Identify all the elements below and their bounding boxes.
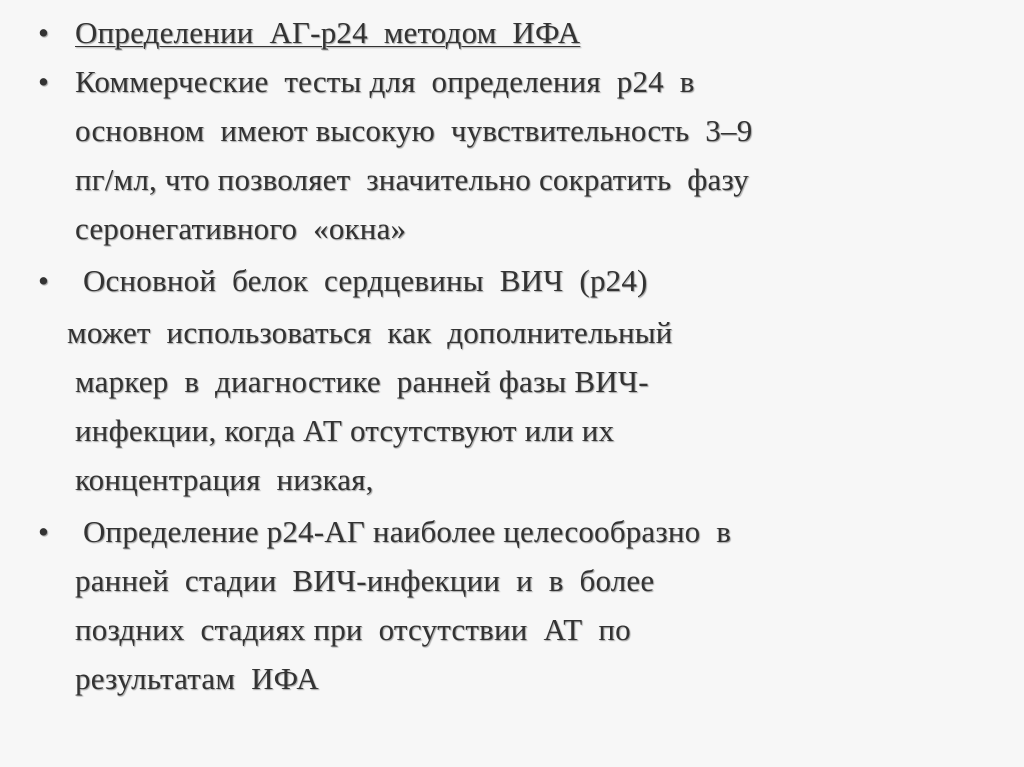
bullet-2-line-1: Коммерческие тесты для определения р24 в: [75, 64, 695, 99]
continuation-line-4: концентрация низкая,: [75, 462, 374, 497]
bullet-4-line-3: поздних стадиях при отсутствии АТ по: [75, 612, 631, 647]
bullet-item-4: [38, 507, 998, 703]
bullet-dot: •: [38, 64, 50, 99]
bullet-dot: •: [38, 263, 50, 298]
bullet-3-line-1: Основной белок сердцевины ВИЧ (р24): [75, 263, 648, 298]
bullet-2-line-3: пг/мл, что позволяет значительно сократить фазу: [75, 162, 749, 197]
bullet-4-line-1: Определение р24-АГ наиболее целесообразно в: [75, 514, 732, 549]
bullet-dot: •: [38, 15, 50, 50]
bullet-item-1: [38, 8, 998, 57]
bullet-dot: •: [38, 514, 50, 549]
continuation-line-3: инфекции, когда АТ отсутствуют или их: [75, 413, 615, 448]
bullet-2-line-4: серонегативного «окна»: [75, 211, 407, 246]
continuation-paragraph: [38, 308, 998, 504]
bullet-item-3: [38, 256, 998, 305]
bullet-item-2: [38, 57, 998, 253]
slide-body: [38, 8, 998, 703]
bullet-2-line-2: основном имеют высокую чувствительность 3–9: [75, 113, 753, 148]
bullet-4-line-4: результатам ИФА: [75, 661, 319, 696]
continuation-line-1: может использоваться как дополнительный: [67, 315, 673, 350]
bullet-1-line-1: Определении АГ-р24 методом ИФА: [75, 15, 581, 50]
bullet-4-line-2: ранней стадии ВИЧ-инфекции и в более: [75, 563, 655, 598]
continuation-line-2: маркер в диагностике ранней фазы ВИЧ-: [75, 364, 649, 399]
